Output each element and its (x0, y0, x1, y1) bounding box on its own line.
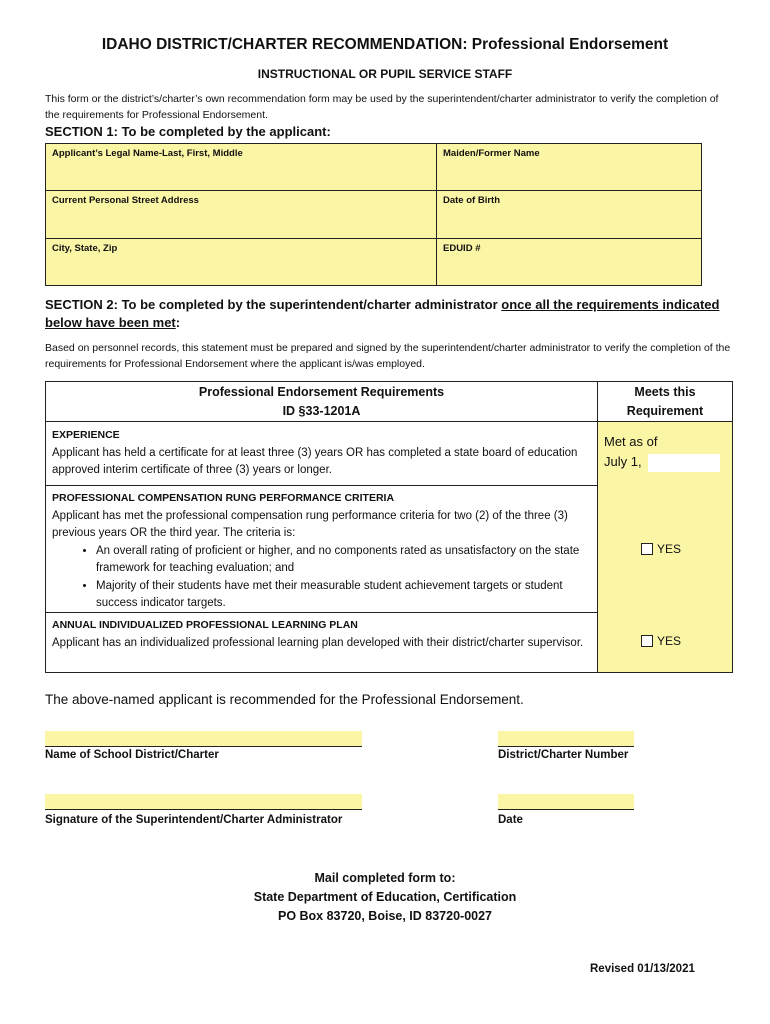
experience-heading: EXPERIENCE (52, 429, 120, 441)
compensation-row (46, 485, 732, 613)
district-number-line (498, 746, 634, 747)
compensation-yes-checkbox[interactable] (641, 543, 653, 555)
district-name-label: Name of School District/Charter (45, 749, 219, 761)
compensation-yes-label: YES (657, 542, 682, 556)
maiden-name-field[interactable] (437, 144, 701, 191)
learning-plan-yes-option[interactable] (641, 634, 681, 648)
criteria-list (52, 543, 591, 613)
learning-plan-met-cell (598, 612, 732, 672)
learning-plan-heading: ANNUAL INDIVIDUALIZED PROFESSIONAL LEARNING PLAN (52, 619, 358, 631)
learning-plan-row (46, 612, 732, 672)
learning-plan-text: Applicant has an individualized professional learning plan developed with their district/charter supervisor. (52, 636, 584, 649)
city-state-zip-field[interactable] (46, 239, 437, 285)
revision-date: Revised 01/13/2021 (590, 963, 695, 975)
experience-met-cell (598, 422, 732, 485)
legal-name-field[interactable] (46, 144, 437, 191)
meets-header-line1: Meets this (634, 385, 696, 399)
section2-heading-underlined: once all the requirements indicated below have been met (45, 297, 720, 330)
street-address-label: Current Personal Street Address (52, 195, 199, 206)
requirements-table (45, 381, 733, 673)
date-line (498, 809, 634, 810)
experience-row (46, 422, 732, 486)
met-as-of-line1: Met as of (604, 434, 658, 449)
date-of-birth-label: Date of Birth (443, 195, 500, 206)
compensation-heading: PROFESSIONAL COMPENSATION RUNG PERFORMANCE CRITERIA (52, 492, 395, 504)
learning-plan-description (46, 612, 598, 672)
signature-line (45, 809, 362, 810)
signature-input[interactable] (45, 794, 362, 809)
section2-intro: Based on personnel records, this statement must be prepared and signed by the superintendent/charter administrator to verify the completion of the requirements for Professional Endorsement where the applicant is/was employed. (45, 342, 731, 370)
date-label: Date (498, 814, 523, 826)
street-address-field[interactable] (46, 191, 437, 239)
experience-description (46, 422, 598, 485)
district-number-label: District/Charter Number (498, 749, 629, 761)
section2-heading (45, 296, 735, 332)
city-state-zip-label: City, State, Zip (52, 243, 118, 254)
learning-plan-yes-label: YES (657, 634, 682, 648)
criteria-item: • Majority of their students have met their measurable student achievement targets or student success indicator targets. (96, 578, 591, 613)
eduid-field[interactable] (437, 239, 701, 285)
date-input[interactable] (498, 794, 634, 809)
signature-label: Signature of the Superintendent/Charter Administrator (45, 814, 343, 826)
applicant-info-table (45, 143, 702, 286)
mail-address: PO Box 83720, Boise, ID 83720-0027 (277, 909, 492, 923)
requirements-header (46, 382, 598, 422)
intro-text: This form or the district’s/charter’s own recommendation form may be used by the superintendent/charter administrator to verify the completion of the requirements for Professional Endorsement. (45, 93, 719, 121)
date-of-birth-field[interactable] (437, 191, 701, 239)
section2-heading-colon: : (175, 315, 181, 330)
met-date-input[interactable] (648, 454, 720, 472)
form-subtitle: INSTRUCTIONAL OR PUPIL SERVICE STAFF (257, 67, 513, 81)
section1-heading: SECTION 1: To be completed by the applicant: (45, 124, 331, 139)
recommendation-statement: The above-named applicant is recommended for the Professional Endorsement. (45, 692, 524, 707)
criteria-item: • An overall rating of proficient or higher, and no components rated as unsatisfactory on the state framework for teaching evaluation; and (96, 543, 591, 578)
meets-header-line2: Requirement (626, 404, 704, 418)
section2-heading-text: SECTION 2: To be completed by the superintendent/charter administrator (45, 297, 502, 312)
met-as-of-line2: July 1, (604, 454, 642, 469)
compensation-met-cell (598, 485, 732, 612)
experience-text: Applicant has held a certificate for at least three (3) years OR has completed a state board of education approved interim certificate of three (3) years or longer. (52, 446, 578, 476)
mail-heading: Mail completed form to: (314, 871, 456, 885)
legal-name-label: Applicant’s Legal Name-Last, First, Middle (52, 148, 243, 159)
mail-recipient: State Department of Education, Certification (253, 890, 517, 904)
form-title: IDAHO DISTRICT/CHARTER RECOMMENDATION: Professional Endorsement (101, 36, 669, 53)
compensation-yes-option[interactable] (641, 542, 681, 556)
maiden-name-label: Maiden/Former Name (443, 148, 540, 159)
meets-requirement-header (598, 382, 732, 422)
learning-plan-yes-checkbox[interactable] (641, 635, 653, 647)
compensation-description (46, 485, 598, 612)
compensation-text: Applicant has met the professional compensation rung performance criteria for two (2) of the three (3) previous years OR the third year. The criteria is: (52, 509, 568, 539)
district-number-input[interactable] (498, 731, 634, 746)
requirements-header-line1: Professional Endorsement Requirements (198, 385, 445, 399)
met-as-of (604, 432, 657, 472)
requirements-header-line2: ID §33-1201A (282, 404, 361, 418)
eduid-label: EDUID # (443, 243, 481, 254)
district-name-line (45, 746, 362, 747)
district-name-input[interactable] (45, 731, 362, 746)
